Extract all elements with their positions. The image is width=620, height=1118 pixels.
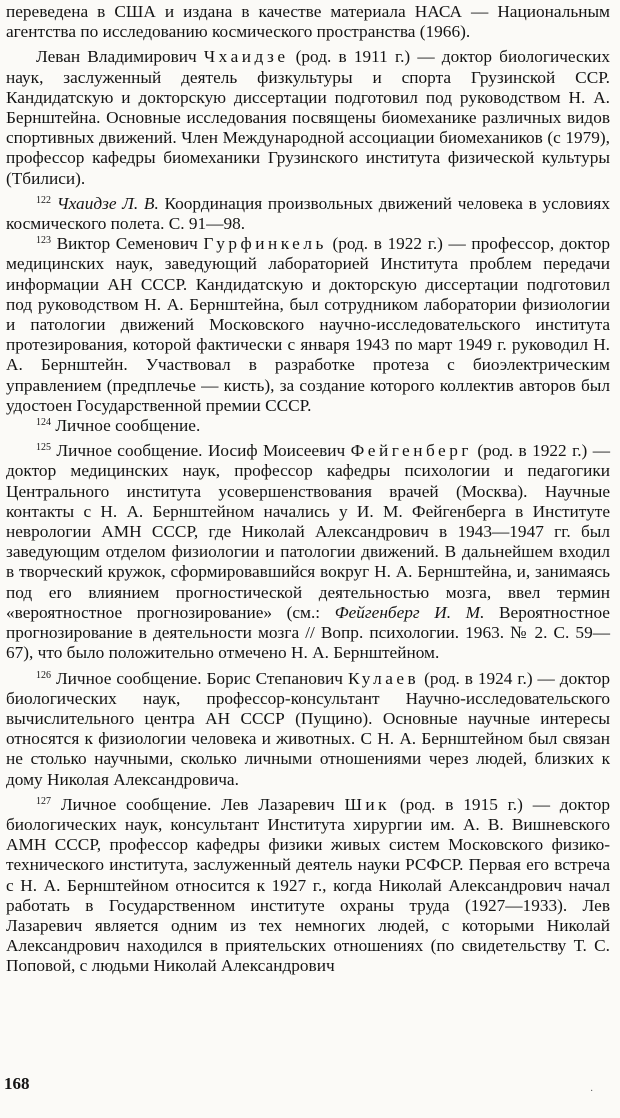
footnote-number: 127	[36, 795, 51, 807]
footnote-124	[6, 416, 610, 436]
person-surname: Кулаев	[347, 668, 420, 688]
person-name: Леван Владимирович	[36, 47, 204, 67]
footnote-text: (род. в 1922 г.) — профессор, доктор медицинских наук, заведующий лабораторией Института проблем передачи информации АН СССР. Кандидатскую и докторскую диссертации подготовил под руководством Н. А. Бернштейна, был сотрудником лаборатории физиологии и патологии движений Московского научно-исследовательского института протезирования, которой фактически с января 1943 по март 1949 г. руководил Н. А. Бернштейн. Участвовал в разработке протеза с биоэлектрическим управлением (предплечье — кисть), за создание которого коллектив авторов был удостоен Государственной премии СССР.	[6, 234, 611, 415]
page-number: 168	[4, 1074, 30, 1093]
paragraph-chkhaidze-bio	[6, 47, 610, 188]
footnote-number: 125	[36, 442, 51, 454]
cited-author: Фейгенберг И. М.	[334, 602, 485, 622]
footnote-number: 122	[36, 194, 51, 206]
person-name: Личное сообщение. Иосиф Моисеевич	[51, 441, 351, 461]
person-surname: Гурфинкель	[203, 234, 327, 254]
person-surname: Фейгенберг	[350, 441, 472, 461]
paragraph-opening: переведена в США и издана в качестве материала НАСА — Национальным агентства по исследованию космического пространства (1966).	[6, 2, 610, 42]
footnote-text: Координация произвольных движений человека в условиях космического полета. С. 91—98.	[6, 193, 610, 234]
cited-author: Чхаидзе Л. В.	[56, 193, 159, 213]
person-name: Личное сообщение. Лев Лазаревич	[51, 794, 345, 814]
footnote-text: Личное сообщение.	[51, 416, 201, 436]
corner-mark: ·	[590, 1086, 594, 1097]
footnote-text-cont: Вероятностное прогнозирование в деятельности мозга // Вопр. психологии. 1963. № 2. С. 59—67), что было положительно отмечено Н. А. Бернштейном.	[6, 602, 610, 663]
footnote-number: 123	[36, 235, 51, 247]
footnote-127	[6, 795, 610, 977]
bio-text: (род. в 1911 г.) — доктор биологических наук, заслуженный деятель физкультуры и спорта Грузинской ССР. Кандидатскую и докторскую диссертации подготовил под руководством Н. А. Бернштейна. Основные исследования посвящены биомеханике различных видов спортивных движений. Член Международной ассоциации биомехаников (с 1979), профессор кафедры биомеханики Грузинского института физической культуры (Тбилиси).	[6, 47, 610, 188]
person-name: Виктор Семенович	[51, 234, 204, 254]
footnote-126	[6, 669, 610, 790]
person-name: Личное сообщение. Борис Степанович	[51, 668, 348, 688]
person-surname: Чхаидзе	[203, 47, 289, 67]
footnote-number: 126	[36, 669, 51, 681]
footnote-text: (род. в 1922 г.) — доктор медицинских наук, профессор кафедры психологии и педагогики Центрального института усовершенствования врачей (Москва). Научные контакты с Н. А. Бернштейном начались у И. М. Фейгенберга в Институте неврологии АМН СССР, где Николай Александрович в 1943—1947 гг. был заведующим отделом физиологии и патологии движений. В дальнейшем входил в творческий кружок, сформировавшийся вокруг Н. А. Бернштейна, и, занимаясь под его влиянием прогностической деятельностью мозга, ввел термин «вероятностное прогнозирование» (см.:	[6, 441, 610, 622]
footnote-number: 124	[36, 417, 51, 429]
footnote-122	[6, 194, 610, 234]
person-surname: Шик	[344, 794, 391, 814]
footnote-text: (род. в 1924 г.) — доктор биологических наук, профессор-консультант Научно-исследовательского вычислительного центра АН СССР (Пущино). Основные научные интересы относятся к физиологии человека и животных. С Н. А. Бернштейном был связан не столько научными, сколько личными отношениями через людей, близких к дому Николая Александровича.	[6, 668, 610, 789]
footnote-text: (род. в 1915 г.) — доктор биологических наук, консультант Института хирургии им. А. В. Вишневского АМН СССР, профессор кафедры физики живых систем Московского физико-технического института, заслуженный деятель науки РСФСР. Первая его встреча с Н. А. Бернштейном относится к 1927 г., когда Николай Александрович начал работать в Государственном институте охраны труда (1927—1933). Лев Лазаревич является одним из тех немногих людей, с которыми Николай Александрович находился в приятельских отношениях (по свидетельству Т. С. Поповой, с людьми Николай Александрович	[6, 794, 610, 976]
footnote-123	[6, 234, 610, 416]
footnote-125	[6, 441, 610, 663]
